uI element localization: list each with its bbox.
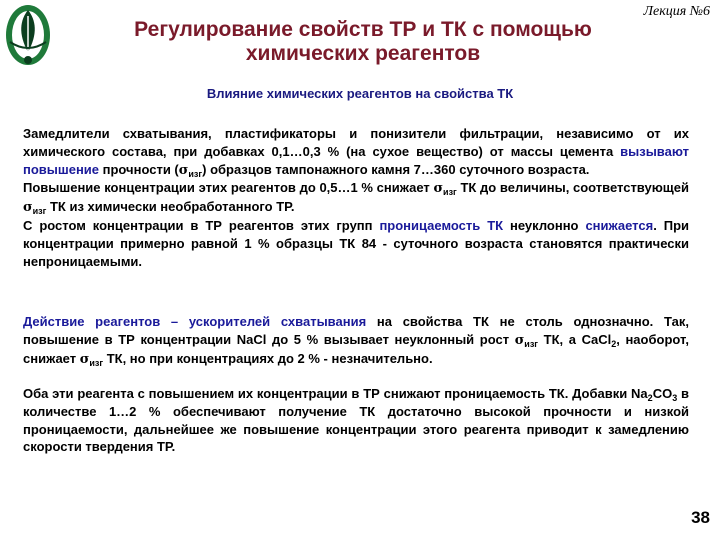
subscript: изг <box>443 187 457 198</box>
subscript: изг <box>188 168 203 179</box>
highlight-text: проницаемость ТК <box>379 217 504 233</box>
paragraph-permeability <box>23 385 689 456</box>
paragraph-accelerators <box>23 313 689 368</box>
text-run: , наоборот, снижает <box>23 331 690 366</box>
text-run: Повышение концентрации этих реагентов до 0,5…1 % снижает <box>23 180 434 196</box>
section-subtitle: Влияние химических реагентов на свойства ТК <box>206 86 514 101</box>
subscript: изг <box>89 357 104 368</box>
subscript: изг <box>32 206 47 217</box>
subscript: 3 <box>672 393 678 403</box>
text-run: ТК из химически необработанного ТР. <box>46 199 295 215</box>
text-run: Оба эти реагента с повышением их концентрации в ТР снижают проницаемость ТК. Добавки Na <box>23 386 648 401</box>
text-run: прочности ( <box>99 161 179 177</box>
highlight-text: Действие реагентов – ускорителей схватывания <box>23 314 367 329</box>
text-run: неуклонно <box>503 217 586 233</box>
page-title: Регулирование свойств ТР и ТК с помощью химических реагентов <box>134 18 592 65</box>
lecture-label: Лекция №6 <box>643 4 710 19</box>
highlight-text: вызывают повышение <box>23 143 689 177</box>
text-run: в количестве 1…2 % обеспечивают получение ТК достаточно высокой прочности и низкой проницаемости, дальнейшее же повышение концентрации этого реагента приводит к замедлению скорости твердения ТР. <box>23 386 689 455</box>
text-run: С ростом концентрации в ТР реагентов этих групп <box>23 217 380 233</box>
text-run: ТК, а CaCl <box>538 331 612 347</box>
subscript: 2 <box>611 338 617 349</box>
sigma-symbol: σ <box>178 162 189 178</box>
text-run: . При концентрации примерно равной 1 % образцы ТК 84 - суточного возраста становятся практически непроницаемыми. <box>23 217 690 269</box>
text-run: Замедлители схватывания, пластификаторы и понизители фильтрации, независимо от их химического состава, при добавках 0,1…0,3 % (на сухое вещество) от массы цемента <box>23 126 689 159</box>
sigma-symbol: σ <box>433 181 444 197</box>
sigma-symbol: σ <box>23 200 33 216</box>
sigma-symbol: σ <box>79 351 90 367</box>
text-run: ТК, но при концентрациях до 2 % - незначительно. <box>103 350 433 366</box>
text-run: на свойства ТК не столь однозначно. Так, повышение в ТР концентрации NaCl до 5 % вызывает неуклонный рост <box>23 314 689 347</box>
text-run: ) образцов тампонажного камня 7…360 суточного возраста. <box>202 161 590 177</box>
highlight-text: снижается <box>585 217 654 233</box>
text-run: CO <box>652 386 673 401</box>
text-run: ТК до величины, соответствующей <box>456 180 689 196</box>
sigma-symbol: σ <box>514 332 525 348</box>
page-number: 38 <box>691 508 710 527</box>
subscript: изг <box>524 338 539 349</box>
leaf-emblem-icon <box>2 2 54 68</box>
subscript: 2 <box>647 393 653 403</box>
paragraph-retarders <box>23 125 689 270</box>
